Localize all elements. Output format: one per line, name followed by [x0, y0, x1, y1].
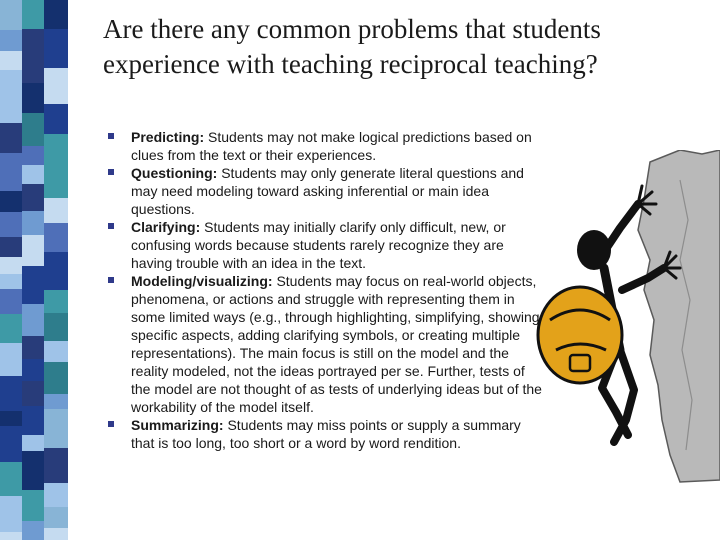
decorative-tile — [22, 451, 44, 490]
decorative-tile — [0, 153, 22, 191]
decorative-tile — [44, 362, 68, 394]
decorative-tile — [0, 289, 22, 314]
decorative-tile — [22, 184, 44, 211]
square-bullet-icon — [108, 169, 114, 175]
decorative-tile — [22, 0, 44, 29]
square-bullet-icon — [108, 277, 114, 283]
bullet-item-modeling — [108, 272, 548, 416]
decorative-tile — [0, 51, 22, 70]
decorative-tile — [0, 70, 22, 89]
decorative-tile — [22, 266, 44, 304]
decorative-tile — [0, 257, 22, 274]
climber-head — [577, 230, 611, 270]
bullet-term: Predicting: — [131, 129, 205, 145]
bullet-list — [108, 128, 548, 452]
decorative-tile — [44, 448, 68, 483]
backpack-icon — [538, 287, 622, 383]
decorative-tile — [44, 313, 68, 341]
decorative-tile — [0, 191, 22, 212]
decorative-tile — [0, 274, 22, 289]
slide-title: Are there any common problems that students experience with teaching reciprocal teaching? — [103, 14, 601, 79]
decorative-tile — [22, 359, 44, 381]
rock-climber-illustration — [530, 150, 720, 490]
decorative-tile — [44, 528, 68, 540]
decorative-tile — [44, 290, 68, 313]
decorative-tile-strip — [0, 0, 68, 540]
decorative-tile — [44, 134, 68, 170]
bullet-term: Clarifying: — [131, 219, 201, 235]
decorative-tile — [44, 394, 68, 409]
decorative-tile — [0, 376, 22, 411]
decorative-tile — [22, 165, 44, 184]
decorative-tile — [22, 304, 44, 336]
decorative-tile — [22, 521, 44, 540]
decorative-tile — [44, 198, 68, 223]
decorative-tile — [22, 146, 44, 165]
decorative-tile — [22, 211, 44, 235]
decorative-tile — [0, 237, 22, 257]
decorative-tile — [44, 507, 68, 528]
bullet-term: Modeling/visualizing: — [131, 273, 273, 289]
rock-wall — [638, 150, 720, 482]
decorative-tile — [0, 30, 22, 51]
square-bullet-icon — [108, 223, 114, 229]
decorative-tile — [0, 496, 22, 532]
bullet-item-questioning — [108, 164, 548, 218]
decorative-tile — [44, 341, 68, 362]
bullet-term: Questioning: — [131, 165, 218, 181]
square-bullet-icon — [108, 133, 114, 139]
decorative-tile — [0, 89, 22, 123]
decorative-tile — [0, 212, 22, 237]
decorative-tile — [44, 252, 68, 290]
decorative-tile — [44, 68, 68, 104]
decorative-tile — [22, 381, 44, 406]
decorative-tile — [44, 483, 68, 507]
decorative-tile — [44, 409, 68, 448]
bullet-term: Summarizing: — [131, 417, 224, 433]
decorative-tile — [22, 235, 44, 266]
decorative-tile — [22, 490, 44, 521]
decorative-tile — [0, 0, 22, 30]
decorative-tile — [22, 113, 44, 146]
decorative-tile — [0, 411, 22, 426]
decorative-tile — [44, 223, 68, 252]
decorative-tile — [44, 0, 68, 29]
bullet-item-predicting — [108, 128, 548, 164]
decorative-tile — [0, 462, 22, 496]
bullet-item-clarifying — [108, 218, 548, 272]
decorative-tile — [0, 314, 22, 343]
decorative-tile — [44, 29, 68, 68]
decorative-tile — [22, 29, 44, 50]
bullet-text: Students may miss points or supply a summary that is too long, too short or a word by word rendition. — [131, 417, 521, 451]
bullet-text: Students may focus on real-world objects, phenomena, or actions and struggle with representing them in some limited ways (e.g., through highlighting, simplifying, showing specific aspects, adding clarifying symbols, or creating multiple representations). The main focus is still on the model and the reality modeled, not the ideas portrayed per se. Further, tests of the model are not thought of as tests of underlying ideas but of the workability of the model itself. — [131, 273, 542, 415]
decorative-tile — [22, 50, 44, 83]
decorative-tile — [0, 123, 22, 153]
decorative-tile — [22, 406, 44, 435]
decorative-tile — [22, 336, 44, 359]
decorative-tile — [22, 435, 44, 451]
bullet-text: Students may not make logical predictions based on clues from the text or their experiences. — [131, 129, 532, 163]
decorative-tile — [44, 170, 68, 198]
bullet-text: Students may initially clarify only difficult, new, or confusing words because students rarely recognize they are having trouble with an idea in the text. — [131, 219, 506, 271]
decorative-tile — [0, 343, 22, 376]
square-bullet-icon — [108, 421, 114, 427]
bullet-text: Students may only generate literal questions and may need modeling toward asking inferential or main idea questions. — [131, 165, 524, 217]
bullet-item-summarizing — [108, 416, 548, 452]
decorative-tile — [22, 83, 44, 113]
decorative-tile — [44, 104, 68, 134]
decorative-tile — [0, 532, 22, 540]
decorative-tile — [0, 426, 22, 462]
